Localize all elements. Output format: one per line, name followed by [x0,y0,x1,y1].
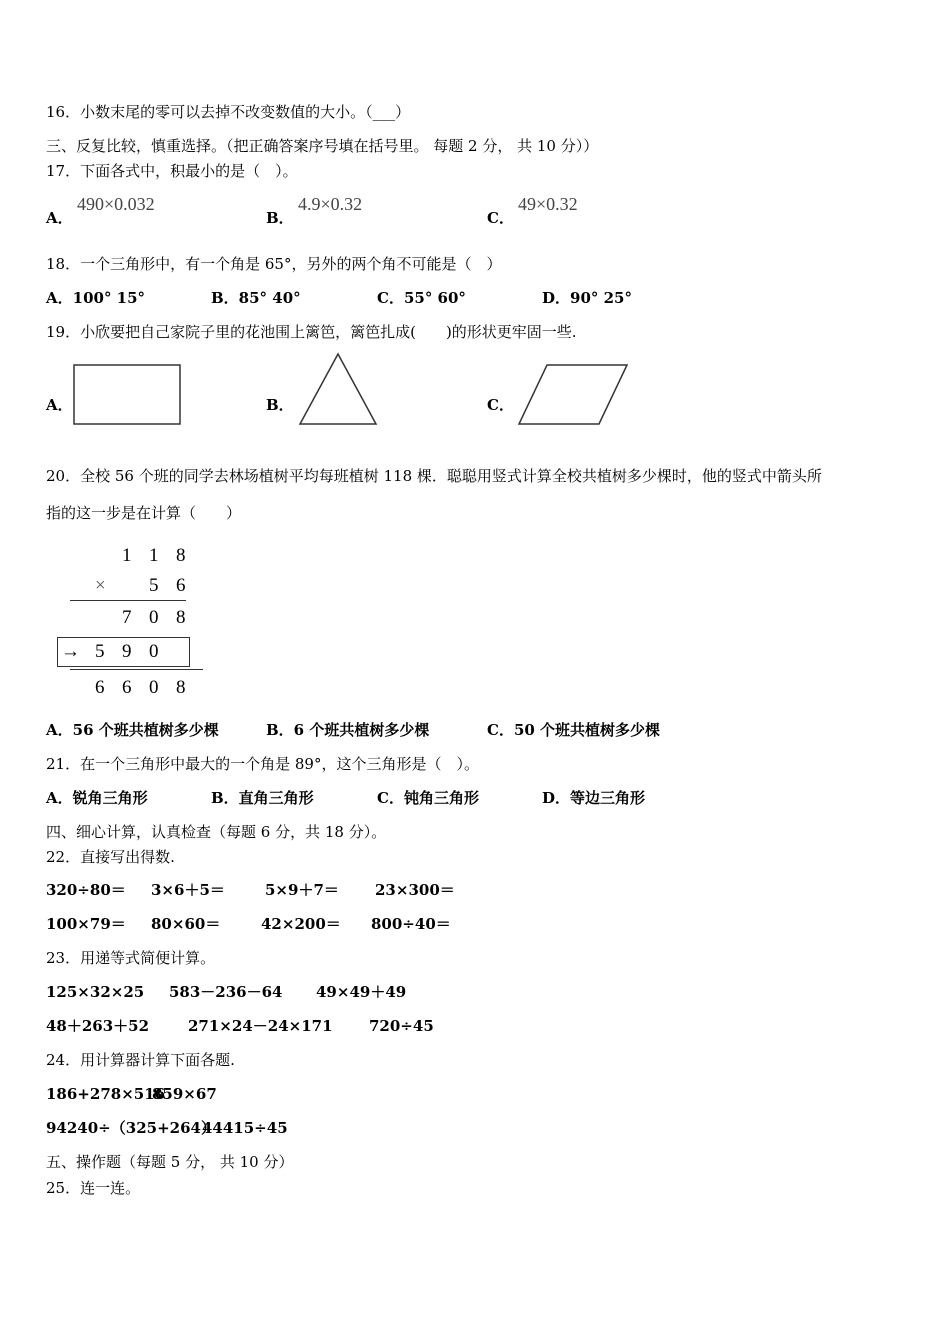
q22-item: 800÷40＝ [371,915,451,933]
calc-digit: 0 [149,677,159,698]
rectangle-shape [72,363,184,427]
multiply-sign: × [95,575,106,596]
q20-option-b: B．6 个班共植树多少棵 [266,721,430,739]
q22-item: 100×79＝ [46,915,126,933]
q18-stem: 18．一个三角形中，有一个角是 65°，另外的两个角不可能是（ ） [46,255,502,273]
q17-option-a-label: A． [46,209,73,227]
q23-item: 271×24－24×171 [188,1017,333,1035]
q23-item: 48＋263＋52 [46,1017,150,1035]
q21-option-c: C．钝角三角形 [377,789,479,807]
q17-option-c-formula: 49×0.32 [518,194,578,214]
q18-option-c: C．55° 60° [377,289,466,307]
q20-option-c: C．50 个班共植树多少棵 [487,721,661,739]
q22-item: 5×9＋7＝ [265,881,339,899]
q19-option-b-label: B． [266,396,294,414]
triangle-shape [298,352,380,428]
q21-option-b: B．直角三角形 [211,789,314,807]
calc-digit: 1 [122,545,132,566]
calc-line [70,600,186,601]
q22-item: 42×200＝ [261,915,341,933]
q17-option-b-label: B． [266,209,294,227]
q24-item: 859×67 [152,1085,217,1103]
calc-digit: 6 [95,677,105,698]
q19-stem: 19．小欣要把自己家院子里的花池围上篱笆，篱笆扎成( )的形状更牢固一些. [46,323,577,341]
q22-item: 80×60＝ [151,915,221,933]
q21-option-a: A．锐角三角形 [46,789,148,807]
calc-digit: 8 [176,677,186,698]
q24-item: 44415÷45 [202,1119,288,1137]
q17-stem: 17．下面各式中，积最小的是（ ）。 [46,162,298,180]
calc-line [70,669,203,670]
q18-option-b: B．85° 40° [211,289,301,307]
q19-option-c-label: C． [487,396,514,414]
calc-digit: 6 [122,677,132,698]
q20-stem-line2: 指的这一步是在计算（ ） [46,504,242,522]
section4-title: 四、细心计算，认真检查（每题 6 分，共 18 分）。 [46,823,387,841]
q20-stem-line1: 20．全校 56 个班的同学去林场植树平均每班植树 118 棵．聪聪用竖式计算全校共植树多少棵时，他的竖式中箭头所 [46,467,822,485]
q22-item: 320÷80＝ [46,881,126,899]
calc-digit: 0 [149,607,159,628]
q19-option-a-label: A． [46,396,73,414]
calc-digit: 0 [149,641,159,662]
q16-text: 16．小数末尾的零可以去掉不改变数值的大小。（___） [46,103,411,121]
calc-digit: 1 [149,545,159,566]
calc-digit: 8 [176,607,186,628]
q23-item: 583－236－64 [169,983,283,1001]
q17-option-b-formula: 4.9×0.32 [298,194,363,214]
q17-option-c-label: C． [487,209,514,227]
q25-stem: 25．连一连。 [46,1179,141,1197]
q23-item: 720÷45 [369,1017,434,1035]
q20-option-a: A．56 个班共植树多少棵 [46,721,219,739]
q24-item: 94240÷（325+264） [46,1119,216,1137]
calc-digit: 5 [149,575,159,596]
q21-option-d: D．等边三角形 [542,789,646,807]
q18-option-d: D．90° 25° [542,289,632,307]
calc-digit: 8 [176,545,186,566]
arrow-icon: → [61,641,80,662]
q22-item: 23×300＝ [375,881,455,899]
q24-item: 186+278×516 [46,1085,166,1103]
q18-option-a: A．100° 15° [46,289,146,307]
q23-item: 49×49＋49 [316,983,407,1001]
q22-item: 3×6＋5＝ [151,881,225,899]
calc-digit: 5 [95,641,105,662]
calc-digit: 6 [176,575,186,596]
calc-digit: 7 [122,607,132,628]
parallelogram-shape [517,363,631,427]
q23-item: 125×32×25 [46,983,145,1001]
section3-title: 三、反复比较，慎重选择。（把正确答案序号填在括号里。 每题 2 分， 共 10 分）） [46,137,599,155]
q23-stem: 23．用递等式简便计算。 [46,949,216,967]
section5-title: 五、操作题（每题 5 分， 共 10 分） [46,1153,294,1171]
q22-stem: 22．直接写出得数. [46,848,175,866]
q21-stem: 21．在一个三角形中最大的一个角是 89°，这个三角形是（ ）。 [46,755,479,773]
calc-digit: 9 [122,641,132,662]
q17-option-a-formula: 490×0.032 [77,194,155,214]
q24-stem: 24．用计算器计算下面各题. [46,1051,235,1069]
